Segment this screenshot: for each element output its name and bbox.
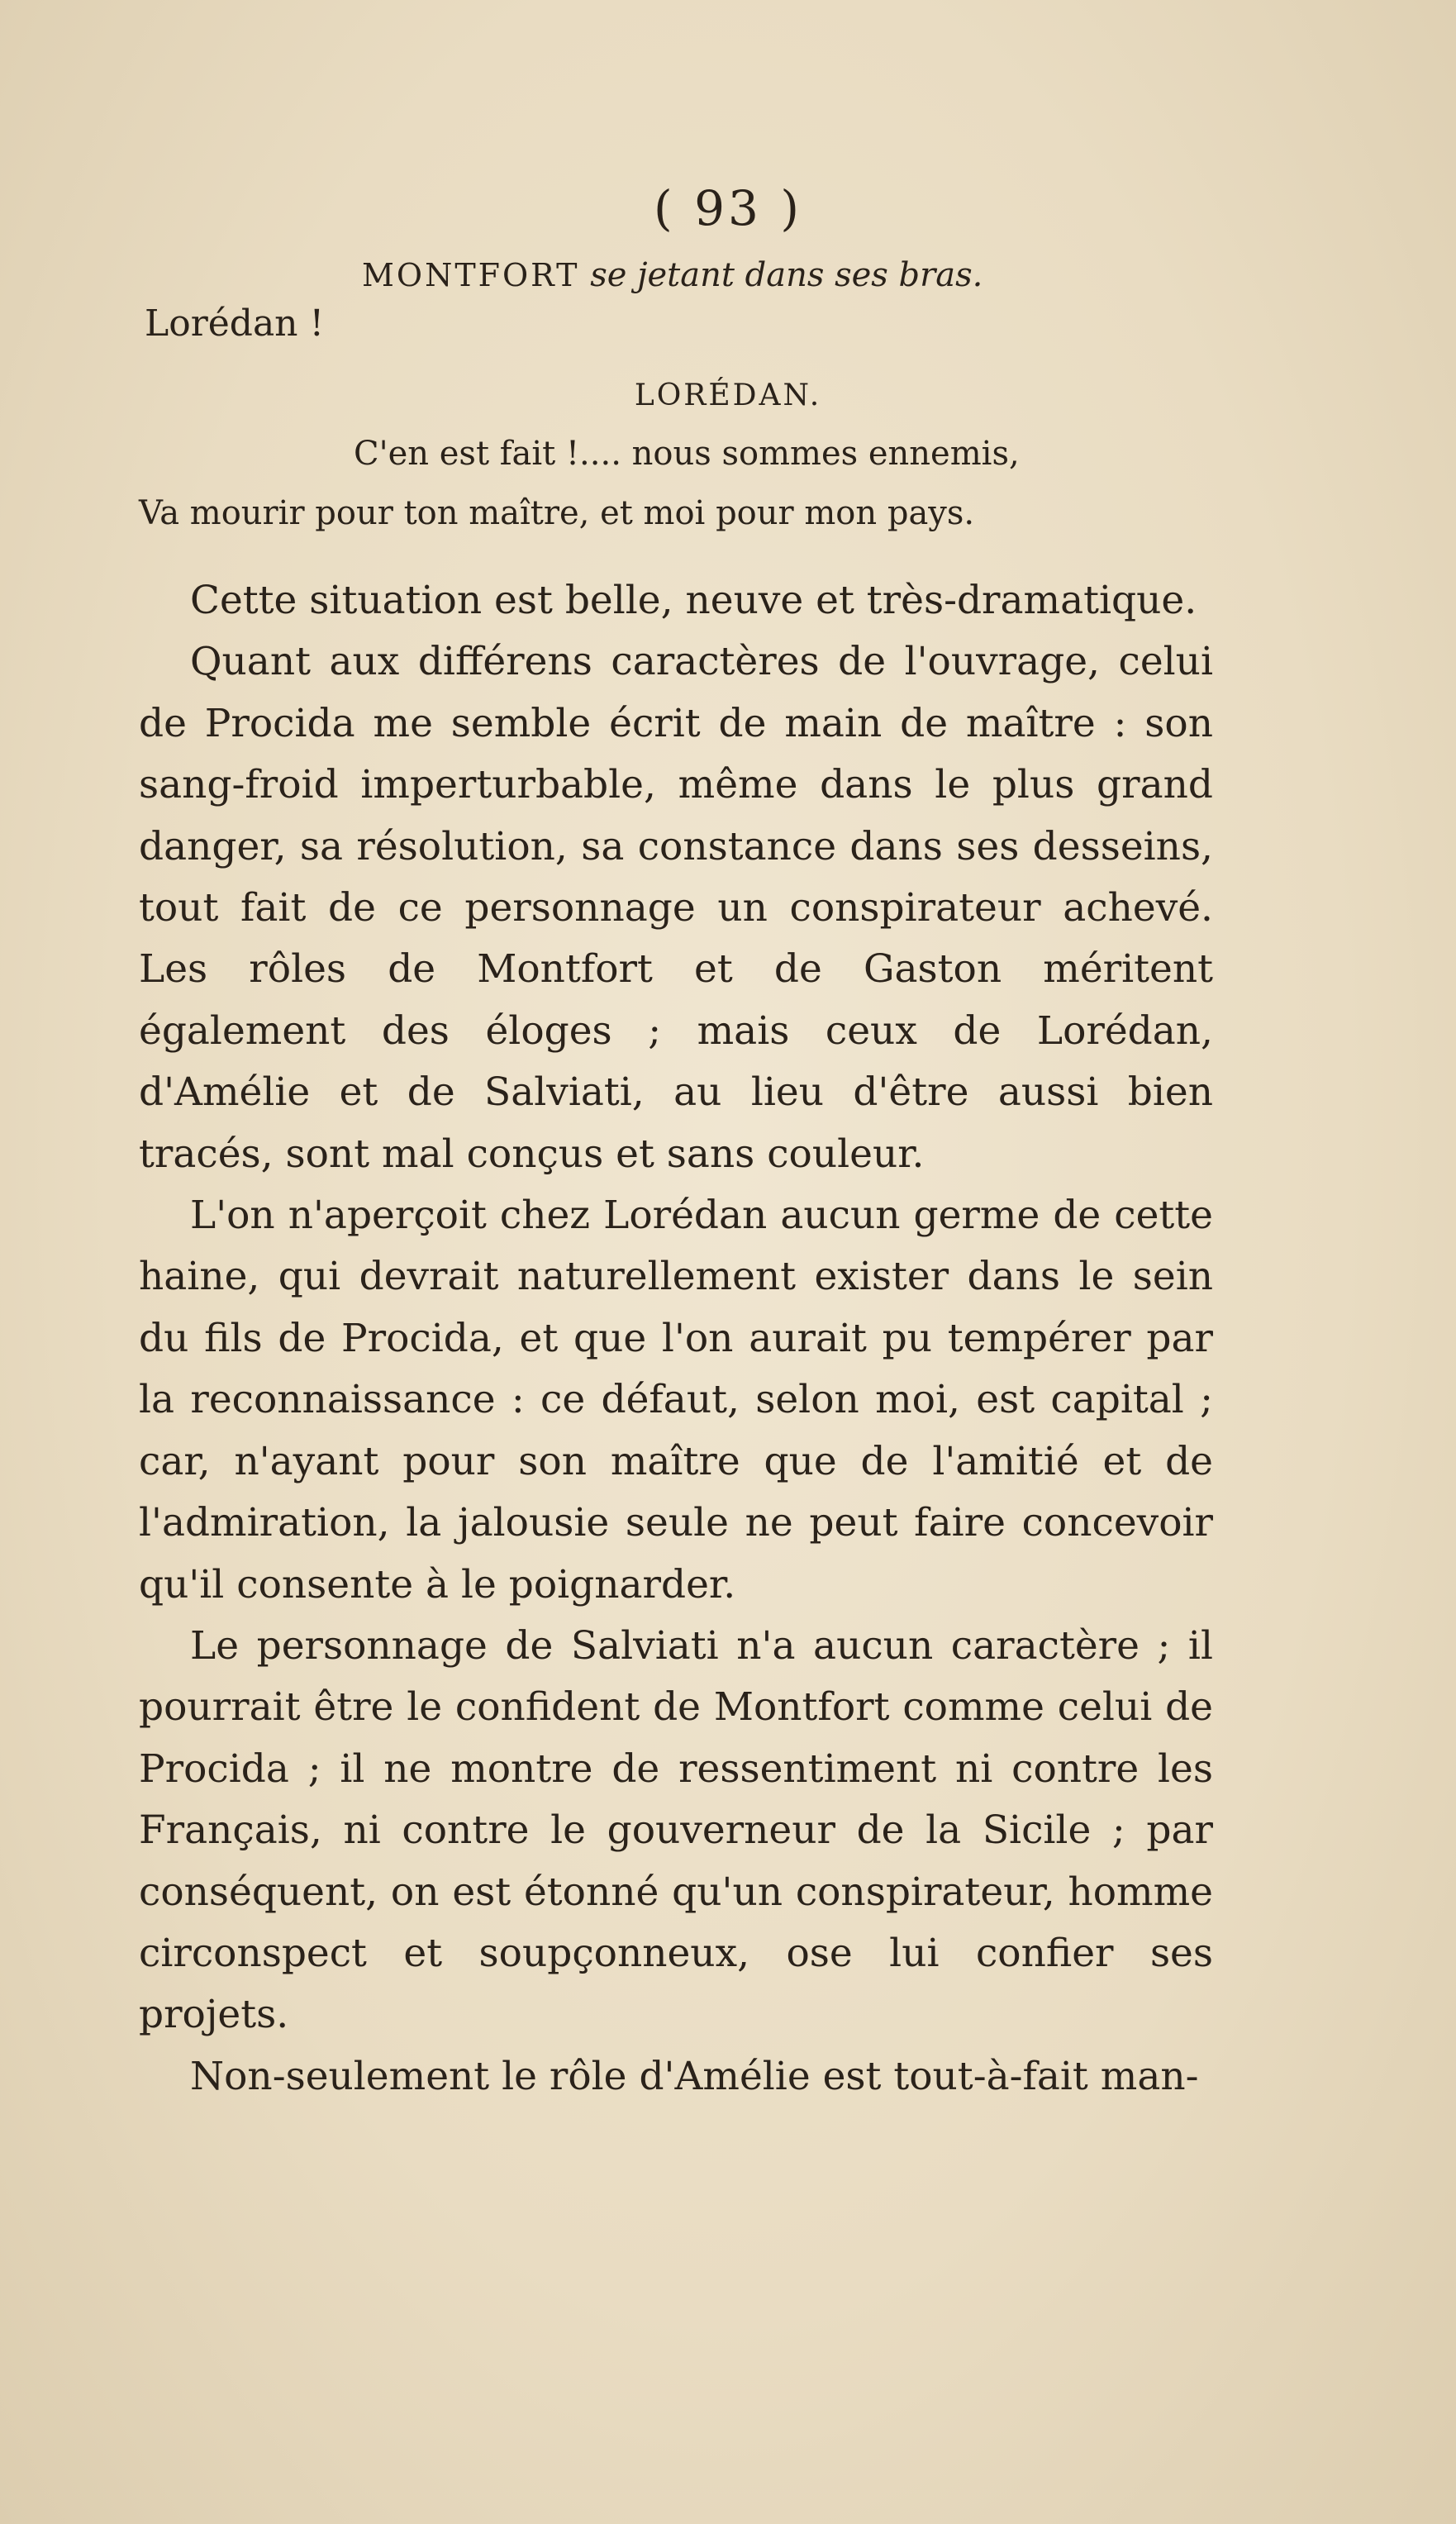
paragraph: Quant aux différens caractères de l'ouvrage, celui de Procida me semble écrit de main de maître : son sang-froid imperturbable, même dans le plus grand danger, sa résolution, sa constance dans ses desseins, tout fait de ce personnage un conspirateur achevé. Les rôles de Montfort et de Gaston méritent également des éloges ; mais ceux de Lorédan, d'Amélie et de Salviati, au lieu d'être aussi bien tracés, sont mal conçus et sans couleur. xyxy=(139,639,1213,1177)
stage-direction xyxy=(362,256,983,294)
paragraph: L'on n'aperçoit chez Lorédan aucun germe de cette haine, qui devrait naturellement exister dans le sein du fils de Procida, et que l'on aurait pu tempérer par la reconnaissance : ce défaut, selon moi, est capital ; car, n'ayant pour son maître que de l'amitié et de l'admiration, la jalousie seule ne peut faire concevoir qu'il consente à le poignarder. xyxy=(139,1193,1213,1607)
stage-action: se jetant dans ses bras. xyxy=(590,256,983,294)
paragraph: Cette situation est belle, neuve et très-dramatique. xyxy=(190,578,1197,623)
verse-line-1: C'en est fait !.... nous sommes ennemis, xyxy=(354,435,1020,473)
verse-line-2: Va mourir pour ton maître, et moi pour mon pays. xyxy=(139,494,975,532)
character-name-loredan: LORÉDAN. xyxy=(634,379,822,412)
speech-line-1: Lorédan ! xyxy=(145,302,325,345)
paragraph: Non-seulement le rôle d'Amélie est tout-à-fait man- xyxy=(190,2053,1199,2099)
paragraph: Le personnage de Salviati n'a aucun caractère ; il pourrait être le confident de Montfort comme celui de Procida ; il ne montre de ressentiment ni contre les Français, ni contre le gouverneur de la Sicile ; par conséquent, on est étonné qu'un conspirateur, homme circonspect et soupçonneux, ose lui confier ses projets. xyxy=(139,1622,1213,2038)
page-number: ( 93 ) xyxy=(654,180,802,236)
stage-character: MONTFORT xyxy=(362,257,580,293)
prose-body xyxy=(139,570,1213,2107)
